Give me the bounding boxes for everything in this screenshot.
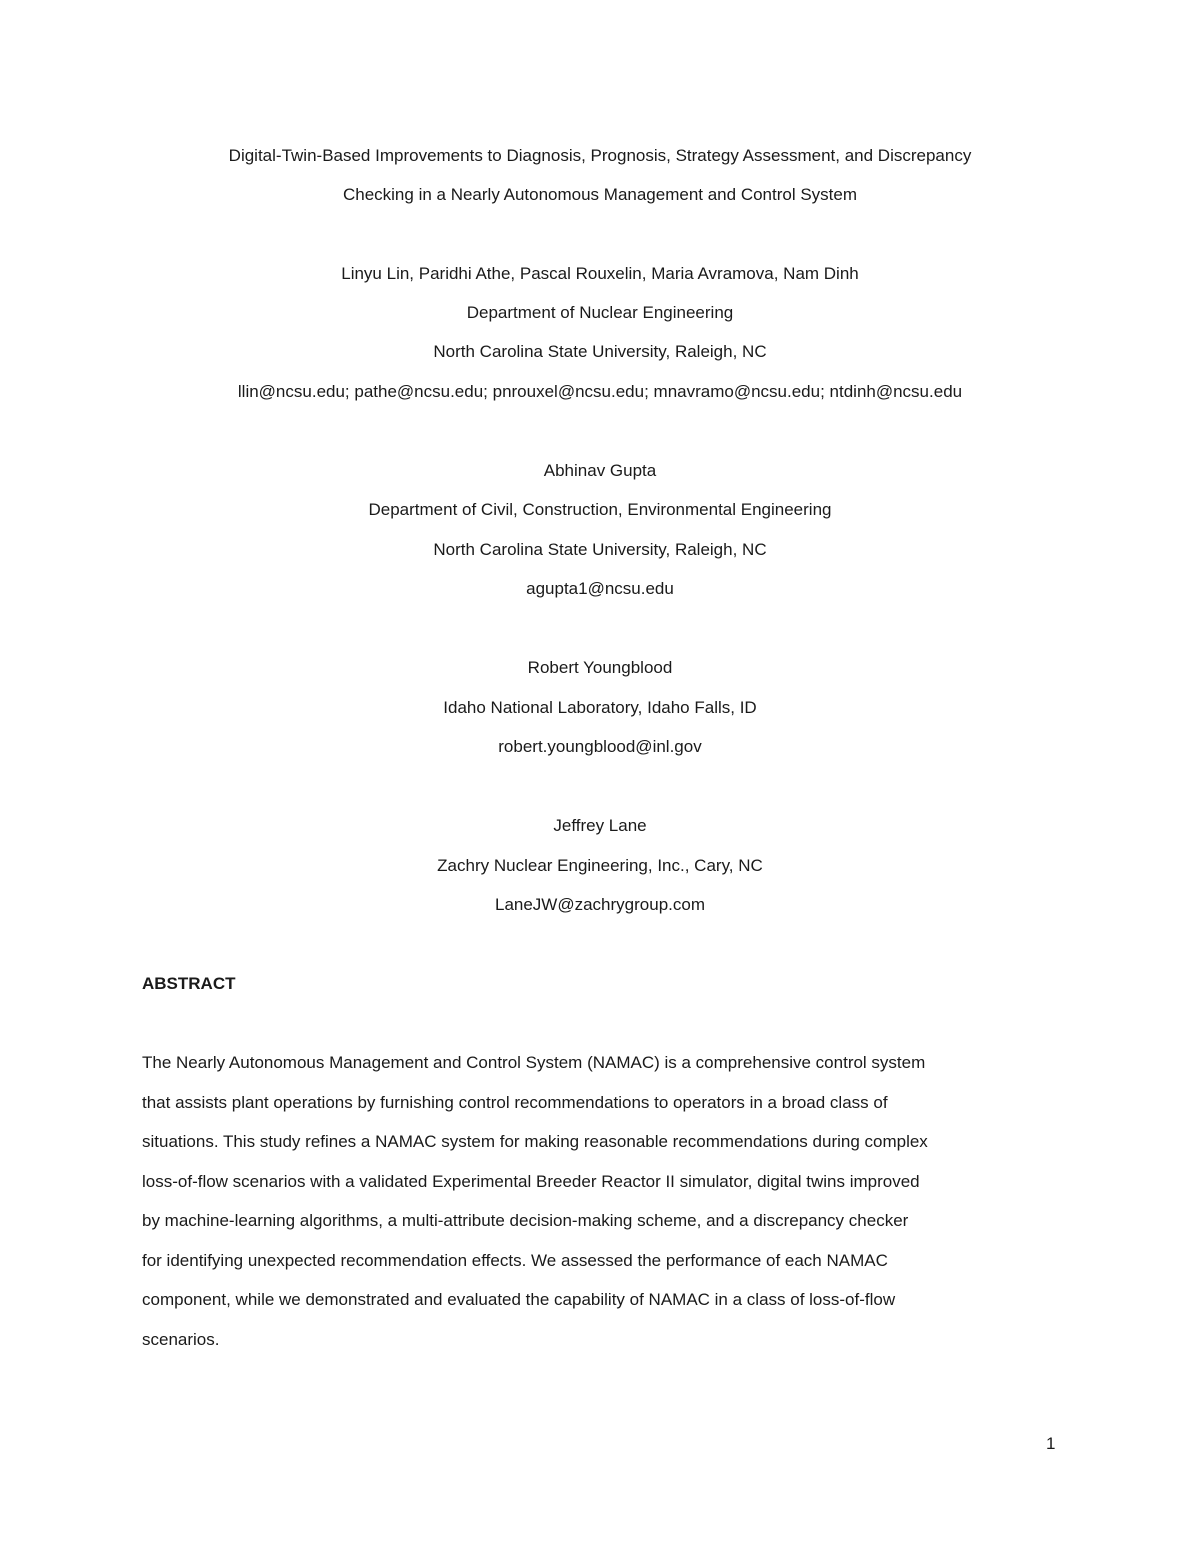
author-emails: LaneJW@zachrygroup.com <box>494 895 705 914</box>
author-names: Jeffrey Lane <box>553 816 647 835</box>
abstract-line: loss-of-flow scenarios with a validated Experimental Breeder Reactor II simulator, digital twins improved <box>142 1171 920 1191</box>
abstract-line: by machine-learning algorithms, a multi-attribute decision-making scheme, and a discrepancy checker <box>142 1211 909 1230</box>
author-institution: Idaho National Laboratory, Idaho Falls, ID <box>443 698 757 717</box>
abstract-body <box>142 1051 1062 1367</box>
abstract-line: that assists plant operations by furnishing control recommendations to operators in a broad class of <box>142 1092 888 1112</box>
author-names: Abhinav Gupta <box>543 461 657 480</box>
abstract-line: situations. This study refines a NAMAC system for making reasonable recommendations during complex <box>142 1132 928 1151</box>
author-emails: agupta1@ncsu.edu <box>526 579 674 598</box>
author-names: Linyu Lin, Paridhi Athe, Pascal Rouxelin, Maria Avramova, Nam Dinh <box>341 264 859 283</box>
author-institution: North Carolina State University, Raleigh, NC <box>433 342 767 361</box>
abstract-line: component, while we demonstrated and evaluated the capability of NAMAC in a class of loss-of-flow <box>142 1290 896 1309</box>
author-institution: North Carolina State University, Raleigh, NC <box>433 540 767 559</box>
author-emails: robert.youngblood@inl.gov <box>498 737 702 756</box>
author-names: Robert Youngblood <box>527 658 673 677</box>
abstract-heading: ABSTRACT <box>142 974 236 993</box>
abstract-line: The Nearly Autonomous Management and Control System (NAMAC) is a comprehensive control system <box>142 1053 926 1072</box>
author-department: Department of Civil, Construction, Environmental Engineering <box>368 500 832 519</box>
abstract-line: scenarios. <box>142 1329 220 1349</box>
author-institution: Zachry Nuclear Engineering, Inc., Cary, NC <box>437 856 763 875</box>
paper-title-line-2: Checking in a Nearly Autonomous Management and Control System <box>342 185 858 204</box>
page-number: 1 <box>1046 1434 1056 1453</box>
author-emails: llin@ncsu.edu; pathe@ncsu.edu; pnrouxel@ncsu.edu; mnavramo@ncsu.edu; ntdinh@ncsu.edu <box>237 382 963 401</box>
abstract-line: for identifying unexpected recommendation effects. We assessed the performance of each NAMAC <box>142 1250 888 1270</box>
paper-title-line-1: Digital-Twin-Based Improvements to Diagnosis, Prognosis, Strategy Assessment, and Discrepancy <box>228 146 972 165</box>
author-department: Department of Nuclear Engineering <box>466 303 734 322</box>
